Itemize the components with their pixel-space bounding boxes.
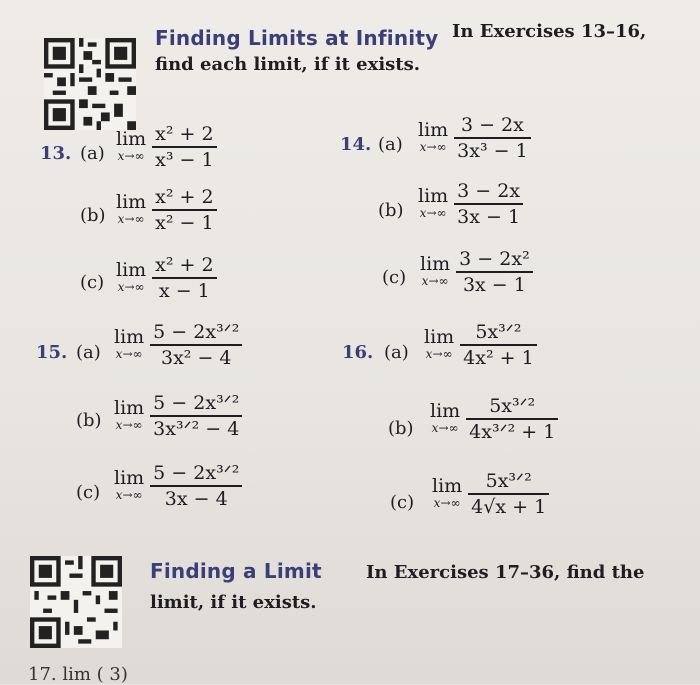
part-label: (b) bbox=[378, 200, 404, 221]
limit-expression bbox=[116, 254, 217, 302]
numerator: 3 − 2x bbox=[457, 180, 521, 202]
limit-expression bbox=[418, 180, 523, 228]
exercise-number: 13. bbox=[40, 143, 72, 164]
denominator: 4x³ᐟ² + 1 bbox=[469, 420, 556, 443]
lim-word: lim bbox=[418, 119, 449, 142]
limit-expression bbox=[114, 321, 242, 369]
part-label: (c) bbox=[382, 267, 407, 288]
lim-word: lim bbox=[432, 475, 463, 498]
numerator: 3 − 2x² bbox=[459, 248, 530, 270]
part-label: (c) bbox=[76, 482, 101, 503]
section-title: Finding a Limit bbox=[150, 559, 322, 583]
denominator: 3x − 1 bbox=[457, 205, 521, 228]
denominator: x − 1 bbox=[158, 279, 210, 302]
lim-word: lim bbox=[114, 326, 145, 349]
lim-word: lim bbox=[424, 326, 455, 349]
next-exercise-fragment: 17. lim ( 3) bbox=[28, 664, 128, 685]
limit-expression bbox=[418, 114, 531, 162]
lim-subscript: x→∞ bbox=[433, 496, 461, 511]
lim-word: lim bbox=[114, 467, 145, 490]
lim-word: lim bbox=[418, 185, 449, 208]
lim-word: lim bbox=[116, 259, 147, 282]
denominator: 4√x + 1 bbox=[471, 495, 547, 518]
limit-expression bbox=[116, 123, 217, 171]
lim-word: lim bbox=[420, 253, 451, 276]
section-title: Finding Limits at Infinity bbox=[155, 26, 439, 50]
limit-expression bbox=[114, 392, 242, 440]
numerator: 5x³ᐟ² bbox=[485, 470, 532, 492]
denominator: x³ − 1 bbox=[155, 148, 214, 171]
lim-subscript: x→∞ bbox=[421, 274, 449, 289]
exercise-number: 16. bbox=[342, 342, 374, 363]
limit-expression bbox=[114, 462, 242, 510]
denominator: 3x³ᐟ² − 4 bbox=[153, 417, 240, 440]
numerator: 5 − 2x³ᐟ² bbox=[153, 392, 240, 414]
limit-expression bbox=[432, 470, 549, 518]
numerator: 5 − 2x³ᐟ² bbox=[153, 462, 240, 484]
lim-subscript: x→∞ bbox=[425, 347, 453, 362]
limit-expression bbox=[424, 321, 537, 369]
lim-word: lim bbox=[114, 397, 145, 420]
section-intro: In Exercises 13–16, bbox=[452, 21, 647, 42]
numerator: 3 − 2x bbox=[460, 114, 524, 136]
part-label: (b) bbox=[388, 418, 414, 439]
lim-subscript: x→∞ bbox=[117, 280, 145, 295]
denominator: 4x² + 1 bbox=[463, 346, 534, 369]
lim-subscript: x→∞ bbox=[117, 149, 145, 164]
exercise-number: 15. bbox=[36, 342, 68, 363]
denominator: 3x − 4 bbox=[164, 487, 228, 510]
numerator: 5x³ᐟ² bbox=[475, 321, 522, 343]
lim-word: lim bbox=[116, 191, 147, 214]
part-label: (a) bbox=[80, 143, 105, 164]
part-label: (a) bbox=[384, 342, 409, 363]
numerator: x² + 2 bbox=[155, 123, 214, 145]
part-label: (b) bbox=[80, 205, 106, 226]
numerator: 5 − 2x³ᐟ² bbox=[153, 321, 240, 343]
section-instruction: find each limit, if it exists. bbox=[155, 54, 420, 75]
lim-word: lim bbox=[116, 128, 147, 151]
lim-subscript: x→∞ bbox=[115, 418, 143, 433]
limit-expression bbox=[116, 186, 217, 234]
lim-subscript: x→∞ bbox=[117, 212, 145, 227]
lim-subscript: x→∞ bbox=[115, 488, 143, 503]
part-label: (a) bbox=[76, 342, 101, 363]
part-label: (c) bbox=[390, 492, 415, 513]
section-intro: In Exercises 17–36, find the bbox=[366, 562, 645, 583]
denominator: x² − 1 bbox=[155, 211, 214, 234]
lim-word: lim bbox=[430, 400, 461, 423]
qr-code-icon bbox=[44, 38, 136, 130]
lim-subscript: x→∞ bbox=[115, 347, 143, 362]
limit-expression bbox=[430, 395, 558, 443]
numerator: x² + 2 bbox=[155, 186, 214, 208]
part-label: (b) bbox=[76, 410, 102, 431]
lim-subscript: x→∞ bbox=[419, 140, 447, 155]
section-instruction: limit, if it exists. bbox=[150, 592, 317, 613]
part-label: (c) bbox=[80, 272, 105, 293]
numerator: 5x³ᐟ² bbox=[489, 395, 536, 417]
part-label: (a) bbox=[378, 134, 403, 155]
lim-subscript: x→∞ bbox=[431, 421, 459, 436]
numerator: x² + 2 bbox=[155, 254, 214, 276]
denominator: 3x² − 4 bbox=[161, 346, 232, 369]
denominator: 3x − 1 bbox=[462, 273, 526, 296]
denominator: 3x³ − 1 bbox=[457, 139, 528, 162]
exercise-number: 14. bbox=[340, 134, 372, 155]
limit-expression bbox=[420, 248, 533, 296]
lim-subscript: x→∞ bbox=[419, 206, 447, 221]
qr-code-icon bbox=[30, 556, 122, 648]
